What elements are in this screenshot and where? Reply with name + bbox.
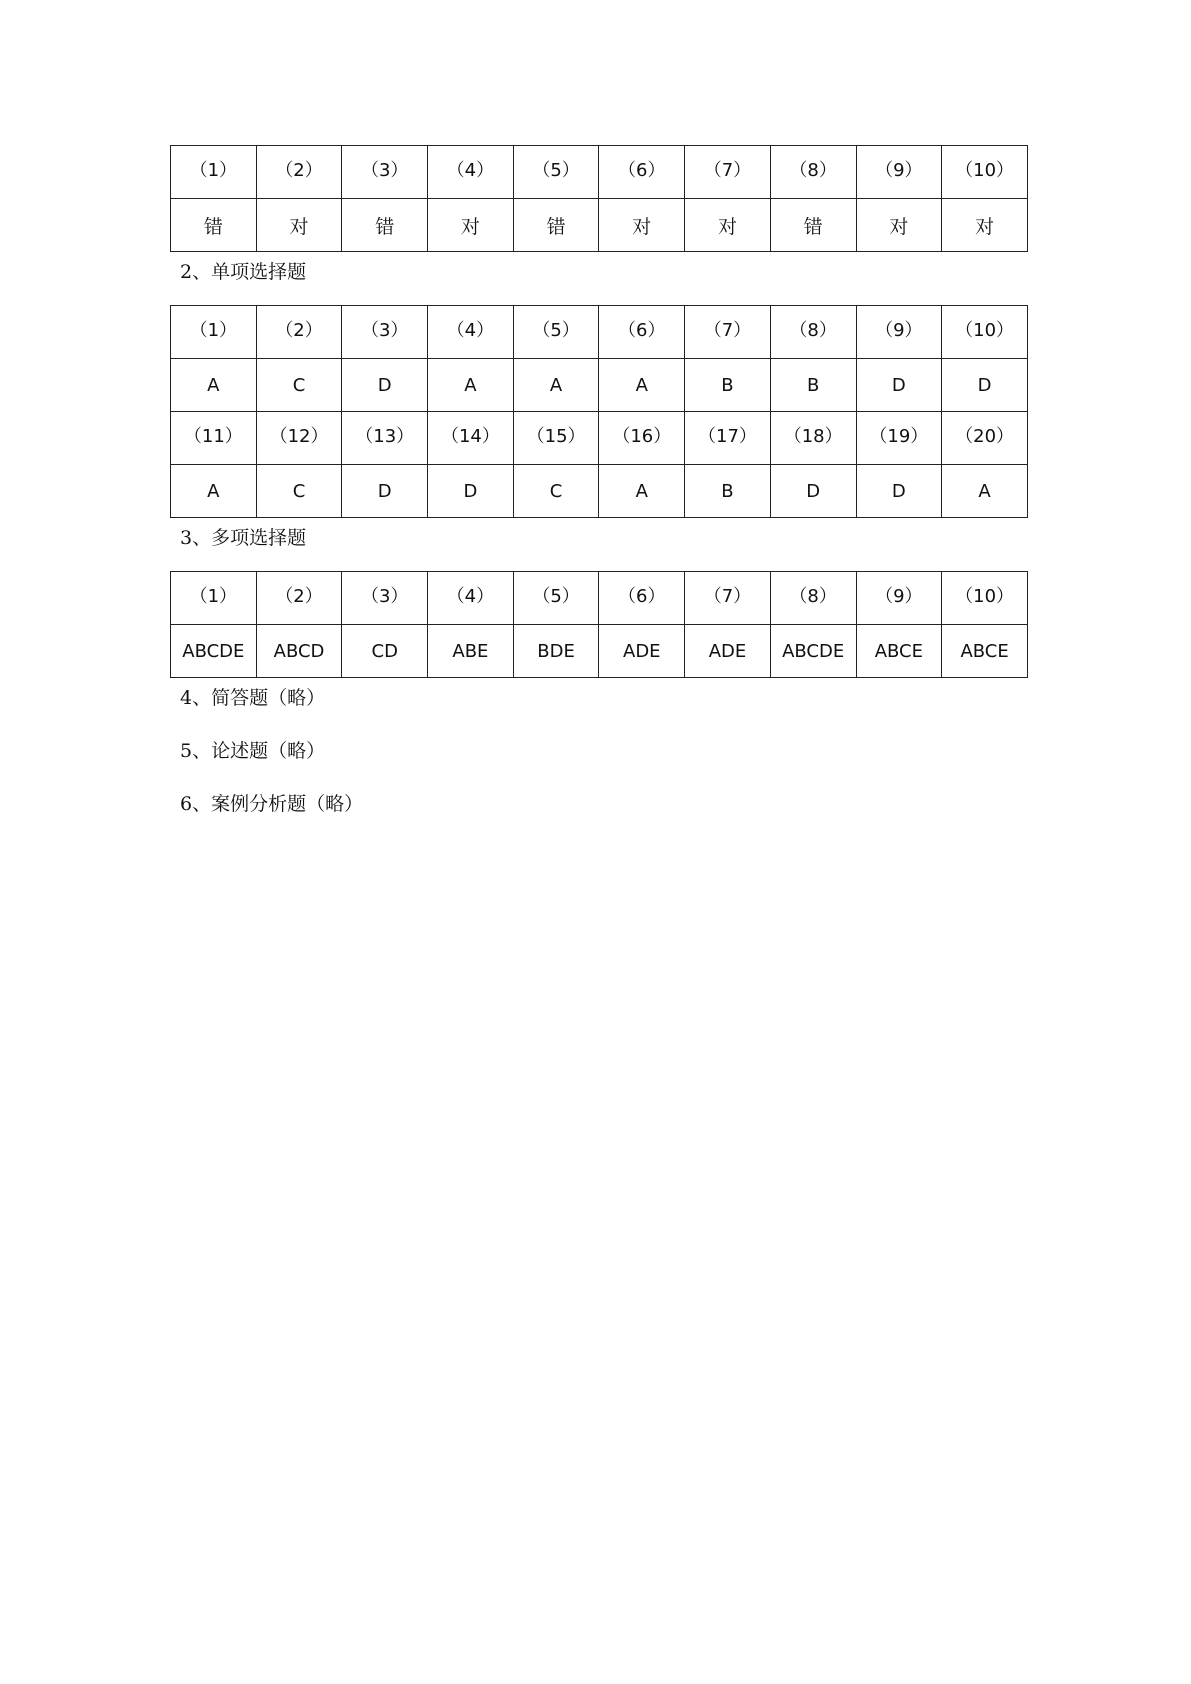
question-number: （9） xyxy=(856,146,942,199)
answer-cell: A xyxy=(942,465,1028,518)
question-number: （16） xyxy=(599,412,685,465)
single-choice-answer-table xyxy=(170,305,1028,518)
multiple-choice-answer-table xyxy=(170,571,1028,678)
question-number: （3） xyxy=(342,572,428,625)
question-number: （5） xyxy=(513,146,599,199)
section-heading-essay: 5、论述题（略） xyxy=(180,740,326,762)
answer-cell: B xyxy=(770,359,856,412)
question-number: （6） xyxy=(599,146,685,199)
answer-cell: A xyxy=(513,359,599,412)
section-heading-single-choice: 2、单项选择题 xyxy=(180,261,307,283)
question-number: （19） xyxy=(856,412,942,465)
question-number: （11） xyxy=(171,412,257,465)
answer-cell: 错 xyxy=(513,199,599,252)
answer-cell: B xyxy=(685,359,771,412)
answer-row xyxy=(171,625,1028,678)
question-number: （4） xyxy=(428,306,514,359)
answer-cell: 对 xyxy=(685,199,771,252)
question-number: （2） xyxy=(256,306,342,359)
question-number: （2） xyxy=(256,572,342,625)
question-number-row xyxy=(171,412,1028,465)
question-number: （5） xyxy=(513,306,599,359)
question-number: （9） xyxy=(856,572,942,625)
answer-cell: D xyxy=(342,359,428,412)
question-number: （13） xyxy=(342,412,428,465)
answer-cell: ABCD xyxy=(256,625,342,678)
question-number: （1） xyxy=(171,572,257,625)
question-number: （10） xyxy=(942,306,1028,359)
answer-cell: ABCDE xyxy=(171,625,257,678)
question-number-row xyxy=(171,146,1028,199)
answer-cell: 对 xyxy=(942,199,1028,252)
answer-cell: 错 xyxy=(770,199,856,252)
question-number-row xyxy=(171,306,1028,359)
answer-cell: D xyxy=(942,359,1028,412)
answer-cell: 对 xyxy=(256,199,342,252)
answer-cell: A xyxy=(599,465,685,518)
answer-cell: CD xyxy=(342,625,428,678)
question-number-row xyxy=(171,572,1028,625)
answer-cell: A xyxy=(599,359,685,412)
answer-cell: ADE xyxy=(685,625,771,678)
answer-cell: 对 xyxy=(428,199,514,252)
answer-cell: C xyxy=(256,359,342,412)
question-number: （7） xyxy=(685,146,771,199)
question-number: （1） xyxy=(171,306,257,359)
question-number: （10） xyxy=(942,572,1028,625)
question-number: （12） xyxy=(256,412,342,465)
question-number: （15） xyxy=(513,412,599,465)
answer-cell: A xyxy=(171,465,257,518)
answer-cell: D xyxy=(770,465,856,518)
answer-cell: B xyxy=(685,465,771,518)
answer-row xyxy=(171,359,1028,412)
answer-cell: C xyxy=(256,465,342,518)
question-number: （6） xyxy=(599,306,685,359)
question-number: （3） xyxy=(342,306,428,359)
answer-cell: A xyxy=(428,359,514,412)
answer-row xyxy=(171,465,1028,518)
question-number: （8） xyxy=(770,572,856,625)
answer-cell: A xyxy=(171,359,257,412)
question-number: （20） xyxy=(942,412,1028,465)
question-number: （4） xyxy=(428,146,514,199)
question-number: （2） xyxy=(256,146,342,199)
answer-cell: ABCE xyxy=(856,625,942,678)
answer-cell: D xyxy=(856,359,942,412)
section-heading-case-analysis: 6、案例分析题（略） xyxy=(180,793,364,815)
answer-cell: ABE xyxy=(428,625,514,678)
judgment-answer-table xyxy=(170,145,1028,252)
answer-cell: 对 xyxy=(599,199,685,252)
answer-cell: ADE xyxy=(599,625,685,678)
question-number: （5） xyxy=(513,572,599,625)
answer-cell: D xyxy=(342,465,428,518)
answer-cell: C xyxy=(513,465,599,518)
question-number: （7） xyxy=(685,572,771,625)
question-number: （4） xyxy=(428,572,514,625)
question-number: （8） xyxy=(770,146,856,199)
section-heading-short-answer: 4、简答题（略） xyxy=(180,687,326,709)
question-number: （10） xyxy=(942,146,1028,199)
answer-cell: D xyxy=(856,465,942,518)
answer-cell: D xyxy=(428,465,514,518)
answer-cell: ABCDE xyxy=(770,625,856,678)
answer-cell: 对 xyxy=(856,199,942,252)
question-number: （3） xyxy=(342,146,428,199)
question-number: （18） xyxy=(770,412,856,465)
answer-row xyxy=(171,199,1028,252)
question-number: （7） xyxy=(685,306,771,359)
answer-cell: 错 xyxy=(342,199,428,252)
answer-cell: 错 xyxy=(171,199,257,252)
section-heading-multiple-choice: 3、多项选择题 xyxy=(180,527,307,549)
question-number: （6） xyxy=(599,572,685,625)
question-number: （14） xyxy=(428,412,514,465)
question-number: （17） xyxy=(685,412,771,465)
answer-cell: BDE xyxy=(513,625,599,678)
question-number: （9） xyxy=(856,306,942,359)
question-number: （8） xyxy=(770,306,856,359)
answer-key-page xyxy=(170,145,1028,837)
answer-cell: ABCE xyxy=(942,625,1028,678)
question-number: （1） xyxy=(171,146,257,199)
